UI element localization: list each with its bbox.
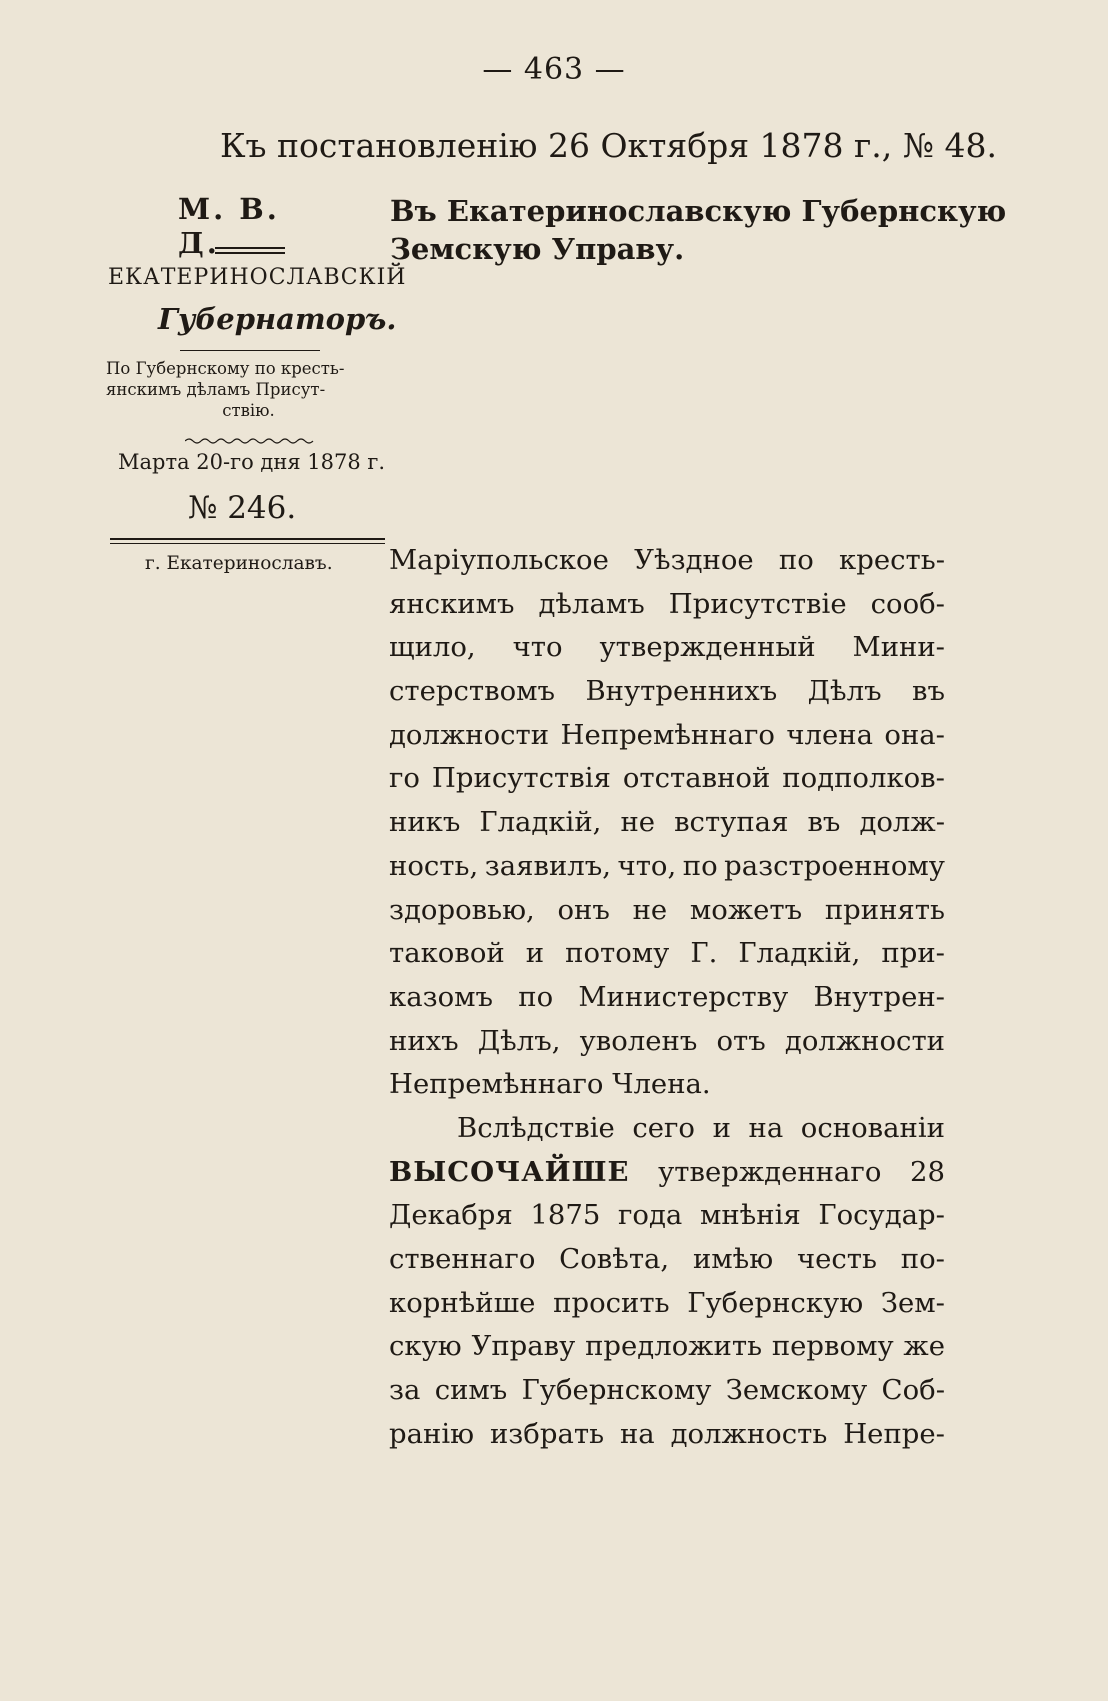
body-line: за симъ Губернскому Земскому Соб- [389, 1374, 945, 1407]
ministry-abbreviation: М. В. Д. [178, 192, 280, 260]
body-line: Непремѣннаго Члена. [389, 1068, 711, 1101]
department-note [106, 358, 391, 421]
body-line: таковой и потому Г. Гладкій, при- [389, 937, 945, 970]
body-line: стерствомъ Внутреннихъ Дѣлъ въ [389, 675, 945, 708]
page-number: — 463 — [482, 52, 626, 87]
ministry-underline [215, 247, 285, 254]
body-text [389, 539, 945, 1456]
body-line: ранію избрать на должность Непре- [389, 1417, 945, 1450]
body-line: Маріупольское Уѣздное по кресть- [389, 544, 945, 576]
body-line: казомъ по Министерству Внутрен- [389, 980, 945, 1013]
body-line: щило, что утвержденный Мини- [389, 631, 945, 664]
addressee [390, 192, 1007, 268]
document-number: № 246. [188, 490, 297, 526]
body-line: здоровью, онъ не можетъ принять [389, 893, 945, 926]
body-line: ность, заявилъ, что, по разстроенному [389, 849, 945, 882]
addressee-line: Земскую Управу. [390, 232, 685, 266]
body-line: Декабря 1875 года мнѣнія Государ- [389, 1199, 945, 1232]
governor-region: ЕКАТЕРИНОСЛАВСКІЙ [108, 265, 407, 290]
document-place: г. Екатеринославъ. [145, 553, 333, 574]
body-line: ВЫСОЧАЙШЕ утвержденнаго 28 [389, 1155, 945, 1188]
governor-title: Губернаторъ. [158, 302, 397, 336]
addressee-line: Въ Екатеринославскую Губернскую [390, 194, 1007, 228]
divider [180, 350, 320, 351]
wavy-divider [185, 437, 315, 445]
body-line: скую Управу предложить первому же [389, 1330, 945, 1363]
paragraph-1 [389, 539, 945, 1107]
department-line: янскимъ дѣламъ Присут- [106, 380, 326, 399]
body-line: янскимъ дѣламъ Присутствіе сооб- [389, 587, 945, 620]
double-divider [110, 538, 385, 544]
body-line: нихъ Дѣлъ, уволенъ отъ должности [389, 1024, 945, 1057]
body-line: корнѣйше просить Губернскую Зем- [389, 1286, 945, 1319]
resolution-heading: Къ постановленію 26 Октября 1878 г., № 48. [220, 126, 997, 165]
body-line: го Присутствія отставной подполков- [389, 762, 945, 795]
paragraph-2 [389, 1107, 945, 1457]
department-line: ствію. [222, 401, 275, 420]
body-line: Вслѣдствіе сего и на основаніи [457, 1111, 945, 1144]
body-line: ственнаго Совѣта, имѣю честь по- [389, 1243, 945, 1275]
body-line: никъ Гладкій, не вступая въ долж- [389, 806, 945, 839]
department-line: По Губернскому по кресть- [106, 359, 345, 378]
document-date: Марта 20-го дня 1878 г. [118, 450, 386, 474]
body-line: должности Непремѣннаго члена она- [389, 718, 945, 751]
